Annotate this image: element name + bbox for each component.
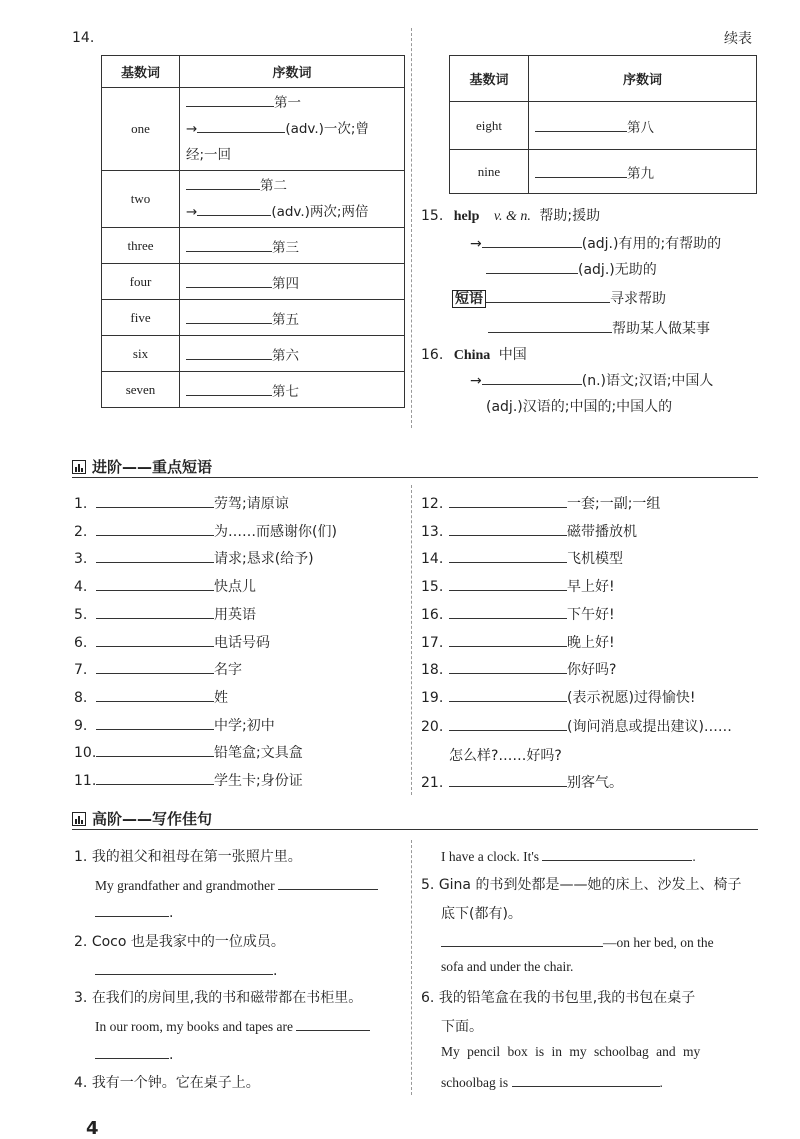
blank[interactable] (449, 548, 567, 563)
blank[interactable] (482, 233, 582, 248)
page-number: 4 (86, 1118, 99, 1139)
blank[interactable] (95, 960, 273, 975)
phrase-meaning: 下午好! (567, 606, 615, 623)
phrase-item (421, 687, 696, 707)
blank[interactable] (96, 548, 214, 563)
item-number: 7. (74, 662, 88, 679)
blank[interactable] (441, 932, 603, 947)
phrase-item (74, 548, 314, 568)
sentence-5-en-cont: sofa and under the chair. (441, 959, 574, 974)
phrase-item (74, 576, 256, 596)
phrase-item (74, 521, 337, 541)
phrase-meaning: 你好吗? (567, 662, 617, 679)
phrase-item (74, 604, 256, 624)
bar-chart-icon (72, 812, 86, 826)
blank[interactable] (296, 1016, 370, 1031)
item-number: 13. (421, 523, 444, 540)
sentence-1-cn: 1. 我的祖父和祖母在第一张照片里。 (74, 849, 302, 865)
cardinal-five: five (102, 300, 180, 336)
phrase-item (421, 493, 660, 513)
section-title-writing: 高阶——写作佳句 (72, 808, 212, 829)
headword: help (453, 209, 480, 224)
cardinal-seven: seven (102, 372, 180, 408)
sentence-3-cn: 3. 在我们的房间里,我的书和磁带都在书柜里。 (74, 990, 363, 1006)
column-divider-middle (411, 485, 412, 795)
ordinal-meaning: 第九 (627, 165, 654, 182)
blank[interactable] (96, 576, 214, 591)
section-rule (72, 477, 758, 478)
cardinal-three: three (102, 228, 180, 264)
blank[interactable] (186, 175, 260, 190)
phrase-item (74, 632, 270, 652)
blank[interactable] (96, 604, 214, 619)
phrase-meaning: 用英语 (214, 606, 256, 623)
cardinal-nine: nine (450, 150, 529, 194)
phrase-meaning: 劳驾;请原谅 (214, 496, 289, 512)
phrase-item (74, 493, 289, 513)
phrase-tag: 短语 (452, 290, 486, 308)
col-header-ordinal: 序数词 (529, 56, 757, 102)
item-number: 11. (74, 773, 97, 789)
blank[interactable] (96, 770, 214, 785)
derived-meaning-cont: 经;一回 (186, 147, 232, 163)
blank[interactable] (449, 632, 567, 647)
phrase-item (421, 632, 615, 652)
meaning: 中国 (498, 347, 527, 363)
blank[interactable] (96, 659, 214, 674)
ordinal-meaning: 第四 (272, 275, 299, 292)
item-number: 16. (421, 606, 444, 623)
blank[interactable] (449, 521, 567, 536)
col-header-cardinal: 基数词 (450, 56, 529, 102)
item-number-14: 14. (72, 30, 95, 46)
phrase-item (421, 659, 616, 679)
bar-chart-icon (72, 460, 86, 474)
phrase-meaning: 晚上好! (567, 634, 615, 651)
sentence-1-en-cont: . (95, 902, 173, 921)
phrase-meaning: 请求;恳求(给予) (214, 551, 314, 568)
phrase-item (421, 521, 637, 541)
item-number: 4. (74, 579, 88, 596)
sentence-4-en: I have a clock. It's . (441, 846, 696, 865)
cardinal-four: four (102, 264, 180, 300)
blank[interactable] (197, 201, 271, 216)
item-15-derivative-1: → (adj.)有用的;有帮助的 (470, 233, 721, 253)
blank[interactable] (96, 493, 214, 508)
ordinal-meaning: 第一 (274, 95, 301, 111)
sentence-5-cn-cont: 底下(都有)。 (441, 906, 522, 922)
blank[interactable] (186, 381, 272, 396)
item-number: 3. (74, 551, 88, 568)
sentence-3-en-cont: . (95, 1044, 173, 1063)
sentence-2-en: . (95, 960, 277, 979)
phrase-meaning: 早上好! (567, 579, 615, 596)
phrase-item (421, 772, 623, 792)
item-15: 15. help v. & n. 帮助;援助 (421, 208, 601, 224)
arrow: → (186, 121, 198, 137)
item-15-phrase-1: 短语 寻求帮助 (452, 288, 666, 308)
column-divider-top (411, 28, 412, 428)
phrase-meaning: 快点儿 (214, 579, 256, 596)
phrase-meaning: 为……而感谢你(们) (214, 523, 337, 540)
blank[interactable] (186, 92, 274, 107)
cardinal-one: one (102, 88, 180, 171)
part-of-speech: v. & n. (493, 209, 531, 224)
phrase-item (74, 715, 275, 735)
item-16-derivative-2: (adj.)汉语的;中国的;中国人的 (486, 399, 673, 415)
blank[interactable] (535, 163, 627, 178)
item-number: 15. (421, 579, 444, 596)
item-15-phrase-2: 帮助某人做某事 (488, 318, 710, 338)
phrase-meaning: 铅笔盒;文具盒 (214, 745, 303, 762)
section-rule (72, 829, 758, 830)
phrase-item (74, 687, 228, 707)
item-16: 16. China 中国 (421, 347, 527, 363)
item-number: 18. (421, 662, 444, 679)
blank[interactable] (96, 521, 214, 536)
phrase-item (74, 770, 303, 790)
column-divider-bottom (411, 840, 412, 1095)
sentence-5-cn: 5. Gina 的书到处都是——她的床上、沙发上、椅子 (421, 877, 742, 893)
blank[interactable] (96, 742, 214, 757)
blank[interactable] (197, 118, 285, 133)
blank[interactable] (486, 288, 610, 303)
blank[interactable] (96, 687, 214, 702)
phrase-meaning: 飞机模型 (567, 551, 623, 568)
blank[interactable] (486, 259, 578, 274)
ordinal-table-left (101, 55, 405, 408)
blank[interactable] (488, 318, 612, 333)
phrase-item (74, 742, 303, 762)
arrow: → (186, 204, 198, 220)
blank[interactable] (95, 1044, 169, 1059)
sentence-6-cn: 6. 我的铅笔盒在我的书包里,我的书包在桌子 (421, 990, 696, 1006)
phrase-item (421, 716, 732, 736)
item-number: 12. (421, 496, 444, 512)
blank[interactable] (535, 117, 627, 132)
item-number: 17. (421, 634, 444, 651)
blank[interactable] (186, 273, 272, 288)
col-header-cardinal: 基数词 (102, 56, 180, 88)
blank[interactable] (186, 345, 272, 360)
phrase-meaning: 中学;初中 (214, 717, 275, 734)
ordinal-meaning: 第八 (627, 119, 654, 136)
blank[interactable] (278, 875, 378, 890)
derived-meaning: (adv.)两次;两倍 (271, 204, 369, 220)
item-number: 1. (74, 496, 88, 512)
phrase-meaning: 姓 (214, 689, 228, 706)
blank[interactable] (96, 632, 214, 647)
phrase-meaning: 名字 (214, 662, 242, 679)
blank[interactable] (186, 309, 272, 324)
item-number: 21. (421, 775, 444, 791)
blank[interactable] (449, 687, 567, 702)
sentence-1-en: My grandfather and grandmother (95, 875, 378, 894)
sentence-3-en: In our room, my books and tapes are (95, 1016, 370, 1035)
ordinal-meaning: 第三 (272, 239, 299, 256)
item-16-derivative-1: → (n.)语文;汉语;中国人 (470, 370, 713, 390)
phrase-meaning: 学生卡;身份证 (214, 773, 303, 789)
sentence-6-en-cont: schoolbag is . (441, 1072, 663, 1091)
section-title-phrases: 进阶——重点短语 (72, 456, 212, 477)
blank[interactable] (449, 659, 567, 674)
sentence-4-cn: 4. 我有一个钟。它在桌子上。 (74, 1075, 260, 1091)
ordinal-meaning: 第七 (272, 383, 299, 400)
blank[interactable] (449, 772, 567, 787)
sentence-5-en: —on her bed, on the (441, 932, 714, 951)
item-number: 20. (421, 719, 444, 735)
blank[interactable] (449, 493, 567, 508)
headword: China (453, 348, 491, 363)
item-number: 2. (74, 523, 88, 540)
phrase-item (421, 604, 615, 624)
item-number: 6. (74, 634, 88, 651)
phrase-meaning: 别客气。 (567, 775, 623, 791)
cardinal-two: two (102, 171, 180, 228)
blank[interactable] (449, 576, 567, 591)
blank[interactable] (449, 716, 567, 731)
phrase-20-continuation: 怎么样?……好吗? (449, 748, 562, 764)
blank[interactable] (95, 902, 169, 917)
phrase-meaning: (表示祝愿)过得愉快! (567, 689, 696, 706)
phrase-meaning: 电话号码 (214, 634, 270, 651)
blank[interactable] (542, 846, 692, 861)
blank[interactable] (512, 1072, 660, 1087)
blank[interactable] (96, 715, 214, 730)
ordinal-meaning: 第六 (272, 347, 299, 364)
sentence-2-cn: 2. Coco 也是我家中的一位成员。 (74, 934, 285, 950)
derived-meaning: (adv.)一次;曾 (285, 121, 369, 137)
phrase-item (421, 548, 623, 568)
sentence-6-cn-cont: 下面。 (441, 1019, 483, 1035)
cardinal-eight: eight (450, 102, 529, 150)
blank[interactable] (449, 604, 567, 619)
phrase-meaning: 磁带播放机 (567, 523, 637, 540)
item-number: 9. (74, 717, 88, 734)
item-number: 5. (74, 606, 88, 623)
ordinal-meaning: 第五 (272, 311, 299, 328)
cardinal-six: six (102, 336, 180, 372)
item-15-derivative-2: (adj.)无助的 (486, 259, 657, 279)
item-number: 19. (421, 689, 444, 706)
item-number: 8. (74, 689, 88, 706)
meaning: 帮助;援助 (539, 208, 601, 224)
col-header-ordinal: 序数词 (180, 56, 405, 88)
phrase-item (74, 659, 242, 679)
phrase-item (421, 576, 615, 596)
item-number: 14. (421, 551, 444, 568)
sentence-6-en: My pencil box is in my schoolbag and my (441, 1044, 701, 1059)
ordinal-table-right (449, 55, 757, 194)
continued-label: 续表 (724, 31, 752, 47)
blank[interactable] (186, 237, 272, 252)
phrase-meaning: 一套;一副;一组 (567, 496, 661, 512)
item-number: 10. (74, 745, 97, 762)
blank[interactable] (482, 370, 582, 385)
ordinal-meaning: 第二 (260, 178, 287, 194)
phrase-meaning: (询问消息或提出建议)…… (567, 719, 732, 735)
